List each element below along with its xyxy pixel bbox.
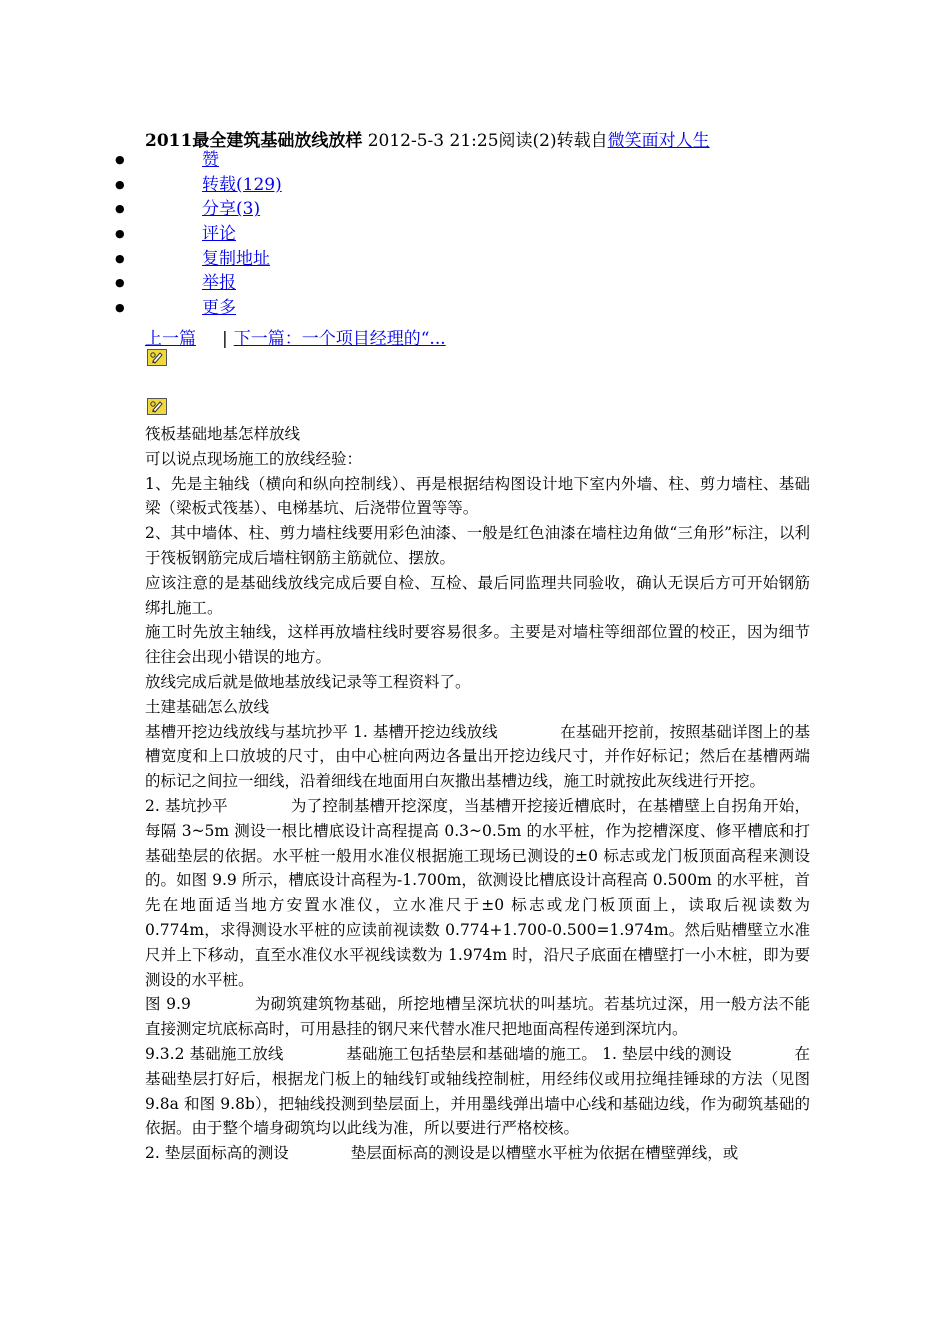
paragraph: 施工时先放主轴线，这样再放墙柱线时要容易很多。主要是对墙柱等细部位置的校正，因为细节往往会出现小错误的地方。 xyxy=(145,623,810,667)
paragraph: 1、先是主轴线（横向和纵向控制线）、再是根据结构图设计地下室内外墙、柱、剪力墙柱、基础梁（梁板式筏基）、电梯基坑、后浇带位置等等。 xyxy=(145,474,810,518)
comment-link[interactable]: 评论 xyxy=(202,224,236,245)
repost-link[interactable]: 转载(129) xyxy=(202,174,282,195)
more-link[interactable]: 更多 xyxy=(202,298,236,319)
paragraph: 2、其中墙体、柱、剪力墙柱线要用彩色油漆、一般是红色油漆在墙柱边角做“三角形”标注，以利于筏板钢筋完成后墙柱钢筋主筋就位、摆放。 xyxy=(145,524,810,567)
paragraph: 土建基础怎么放线 xyxy=(145,697,270,716)
paragraph: 9.3.2 基础施工放线 基础施工包括垫层和基础墙的施工。 1. 垫层中线的测设 在基础垫层打好后，根据龙门板上的轴线钉或轴线控制桩，用经纬仪或用拉绳挂锤球的方法（见图 9.8a 和图 9.8b），把轴线投测到垫层面上，并用墨线弹出墙中心线和基础边线，作为砌筑基础的依据。由于整个墙身砌筑均以此线为准，所以要进行严格校核。 xyxy=(145,1044,810,1138)
paragraph: 放线完成后就是做地基放线记录等工程资料了。 xyxy=(145,672,471,691)
copy-address-link[interactable]: 复制地址 xyxy=(202,248,270,269)
paragraph: 2. 垫层面标高的测设 垫层面标高的测设是以槽壁水平桩为依据在槽壁弹线，或 xyxy=(145,1144,739,1163)
article-title: 2011最全建筑基础放线放样 xyxy=(145,131,363,151)
paragraph: 图 9.9 为砌筑建筑物基础，所挖地槽呈深坑状的叫基坑。若基坑过深，用一般方法不能直接测定坑底标高时，可用悬挂的钢尺来代替水准尺把地面高程传递到深坑内。 xyxy=(145,995,810,1039)
source-author-link[interactable]: 微笑面对人生 xyxy=(607,131,710,151)
paragraph: 2. 基坑抄平 为了控制基槽开挖深度，当基槽开挖接近槽底时，在基槽壁上自拐角开始，每隔 3~5m 测设一根比槽底设计高程提高 0.3~0.5m 的水平桩，作为挖槽深度、修平槽底和打基础垫层的依据。水平桩一般用水准仪根据施工现场已测设的±0 标志或龙门板顶面高程来测设的。如图 9.9 所示，槽底设计高程为-1.700m，欲测设比槽底设计高程高 0.500m 的水平桩，首先在地面适当地方安置水准仪，立水准尺于±0 标志或龙门板顶面上，读取后视读数为 0.774m，求得测设水平桩的应读前视读数 0.774+1.700-0.500=1.974m。然后贴槽壁立水准尺并上下移动，直至水准仪水平视线读数为 1.974m 时，沿尺子底面在槽壁打一小木桩，即为要测设的水平桩。 xyxy=(145,796,810,989)
bullet-icon: ● xyxy=(115,202,125,216)
report-link[interactable]: 举报 xyxy=(202,273,236,294)
paragraph: 可以说点现场施工的放线经验： xyxy=(145,449,363,468)
like-link[interactable]: 赞 xyxy=(202,150,219,170)
paragraph: 基槽开挖边线放线与基坑抄平 1. 基槽开挖边线放线 在基础开挖前，按照基础详图上的基槽宽度和上口放坡的尺寸，由中心桩向两边各量出开挖边线尺寸，并作好标记；然后在基槽两端的标记之间拉一细线，沿着细线在地面用白灰撒出基槽边线，施工时就按此灰线进行开挖。 xyxy=(145,722,810,791)
share-link[interactable]: 分享(3) xyxy=(202,199,261,220)
article-body xyxy=(145,422,810,1166)
article-meta: 2012-5-3 21:25阅读(2)转载自 xyxy=(362,131,608,151)
bullet-icon: ● xyxy=(115,276,125,290)
bullet-icon: ● xyxy=(115,251,125,265)
edit-icon[interactable] xyxy=(147,349,167,366)
paragraph: 应该注意的是基础线放线完成后要自检、互检、最后同监理共同验收，确认无误后方可开始钢筋绑扎施工。 xyxy=(145,573,810,617)
next-post-link[interactable]: 下一篇：一个项目经理的“... xyxy=(233,329,446,349)
edit-icon[interactable] xyxy=(147,398,167,415)
paragraph: 筏板基础地基怎样放线 xyxy=(145,425,301,443)
bullet-icon: ● xyxy=(115,227,125,241)
nav-separator: | xyxy=(222,329,228,349)
post-navigation xyxy=(145,324,446,349)
bullet-icon: ● xyxy=(115,301,125,315)
article-header xyxy=(145,126,710,151)
bullet-icon: ● xyxy=(115,177,125,191)
prev-post-link[interactable]: 上一篇 xyxy=(145,329,196,349)
bullet-icon: ● xyxy=(115,153,125,166)
